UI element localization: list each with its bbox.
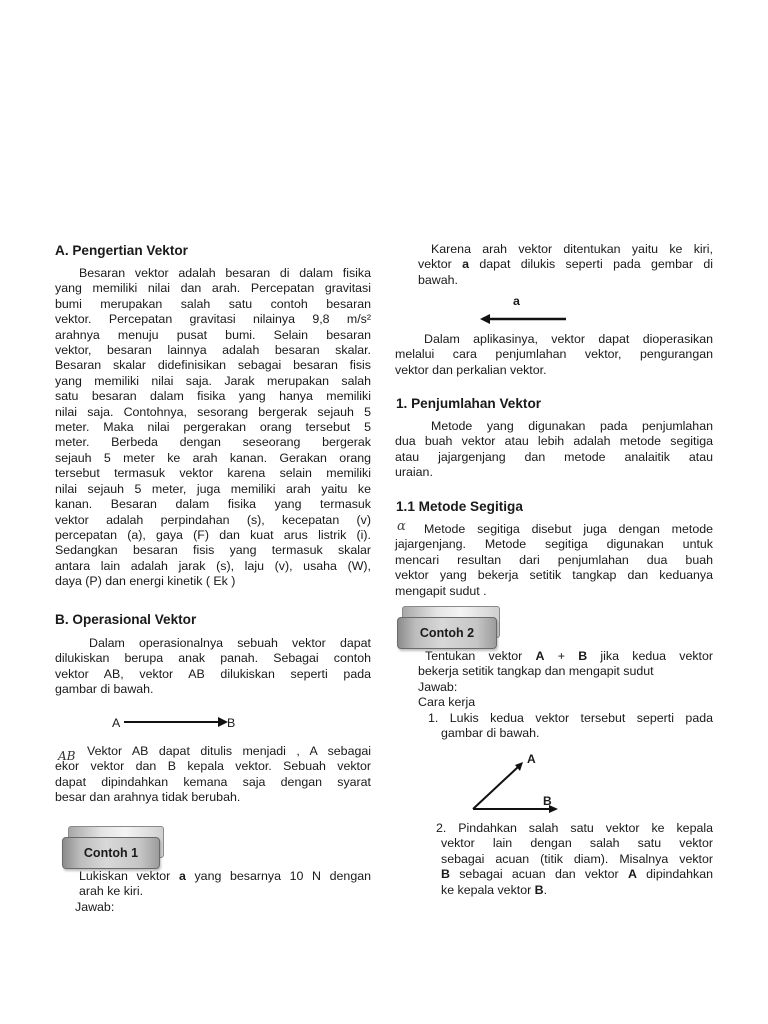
- text-line: Dalam aplikasinya, vektor dapat dioperasikan: [424, 332, 713, 346]
- vector-a-label: a: [513, 294, 520, 308]
- text-line: Dalam operasionalnya sebuah vektor dapat: [89, 636, 371, 650]
- text-line: tersebut termasuk vektor karena selain memiliki: [55, 466, 371, 481]
- vector-ab-symbol: AB: [58, 749, 76, 763]
- text-line: melalui cara penjumlahan vektor, pengurangan: [395, 347, 713, 362]
- text-line: dilukiskan berupa anak panah. Sebagai contoh: [55, 651, 371, 666]
- example-1-question: [79, 869, 371, 900]
- example-2-question: [418, 649, 713, 711]
- figure-vector-b-label: B: [543, 794, 552, 808]
- text-line: Metode yang digunakan pada penjumlahan: [431, 419, 713, 433]
- text-line: sebagai acuan (titik diam). Misalnya vektor: [441, 851, 713, 866]
- text-line: bumi merupakan salah satu contoh besaran: [55, 296, 371, 311]
- text-line: Cara kerja: [418, 695, 476, 710]
- section-b-para2: [55, 744, 371, 806]
- text-line: vektor. Percepatan gravitasi nilainya 9,8 m/s²: [55, 312, 371, 327]
- text-line: atau jajargenjang dan metode analaitik atau: [395, 449, 713, 464]
- text-line: Metode segitiga disebut juga dengan metode: [424, 522, 713, 536]
- right-para-1: [418, 242, 713, 288]
- text-line: ekor vektor dan B kepala vektor. Sebuah vektor: [55, 759, 371, 774]
- section-a-heading: A. Pengertian Vektor: [55, 243, 188, 258]
- text-line: uraian.: [395, 465, 433, 480]
- text-line: arah ke kiri.: [79, 884, 144, 899]
- text-line: gambar di bawah.: [441, 726, 540, 741]
- alpha-symbol: α: [397, 519, 406, 534]
- section-a-body: [55, 266, 371, 590]
- section-b-body: [55, 636, 371, 698]
- text-line: vektor adalah perpindahan (s), kecepatan (v): [55, 512, 371, 527]
- text-line: bekerja setitik tangkap dan mengapit sudut: [418, 664, 654, 679]
- text-line: dua buah vektor atau lebih adalah metode segitiga: [395, 434, 713, 449]
- text-line: dapat dipindahkan kemana saja dengan syarat: [55, 774, 371, 789]
- example-2-step-1: [428, 711, 713, 742]
- text-line: nilai sejauh 5 meter, juga memiliki arah yaitu ke: [55, 481, 371, 496]
- text-line: vektor dan perkalian vektor.: [395, 362, 547, 377]
- text-line: Jawab:: [418, 679, 458, 694]
- text-line: Lukiskan vektor a yang besarnya 10 N dengan: [79, 869, 371, 883]
- vector-a-arrow-left: [478, 311, 570, 327]
- vector-end-label: B: [227, 716, 236, 730]
- section-1-1-body: [395, 522, 713, 599]
- text-line: ke kepala vektor B.: [441, 882, 548, 897]
- text-line: yang memiliki nilai saja. Jarak merupakan salah: [55, 373, 371, 388]
- text-line: Besaran vektor adalah besaran di dalam fisika: [79, 266, 371, 280]
- example-2-step-2: [436, 821, 713, 898]
- text-line: vektor, besaran lainnya adalah besaran skalar.: [55, 343, 371, 358]
- text-line: 2. Pindahkan salah satu vektor ke kepala: [436, 821, 713, 835]
- text-line: bawah.: [418, 272, 458, 287]
- example-1-label: Contoh 1: [62, 837, 160, 869]
- text-line: arahnya menuju pusat bumi. Selain besaran: [55, 327, 371, 342]
- text-line: B sebagai acuan dan vektor A dipindahkan: [441, 867, 713, 882]
- vector-start-label: A: [112, 716, 121, 730]
- text-line: daya (P) dan energi kinetik ( Ek ): [55, 574, 236, 589]
- text-line: Karena arah vektor ditentukan yaitu ke kiri,: [431, 242, 713, 256]
- section-1-heading: 1. Penjumlahan Vektor: [396, 396, 542, 411]
- example-2-label: Contoh 2: [397, 617, 497, 649]
- vector-ab-arrow: [122, 714, 230, 730]
- text-line: 1. Lukis kedua vektor tersebut seperti pada: [428, 711, 713, 725]
- text-line: vektor a dapat dilukis seperti pada gembar di: [418, 257, 714, 272]
- text-line: mengapit sudut .: [395, 583, 487, 598]
- text-line: jajargenjang. Metode segitiga digunakan untuk: [395, 537, 713, 552]
- text-line: vektor lain dengan salah satu vektor: [441, 836, 713, 851]
- text-line: Sedangkan besaran fisis yang termasuk skalar: [55, 543, 371, 558]
- figure-vector-a-label: A: [527, 752, 536, 766]
- text-line: Tentukan vektor A + B jika kedua vektor: [425, 649, 714, 663]
- text-line: vektor yang bekerja setitik tangkap dan keduanya: [395, 568, 713, 583]
- section-1-1-heading: 1.1 Metode Segitiga: [396, 499, 523, 514]
- text-line: antara lain adalah jarak (s), laju (v), usaha (W),: [55, 558, 371, 573]
- example-2-badge: [397, 606, 503, 650]
- text-line: vektor AB, vektor AB dilukiskan seperti pada: [55, 666, 371, 681]
- text-line: Besaran skalar didefinisikan sebagai besaran fisis: [55, 358, 371, 373]
- text-line: satu besaran dalam fisika yang hanya memiliki: [55, 389, 371, 404]
- text-line: besar dan arahnya tidak berubah.: [55, 790, 241, 805]
- text-line: meter. Maka nilai pergerakan orang tersebut 5: [55, 420, 371, 435]
- text-line: kanan. Besaran dalam fisika yang termasuk: [55, 497, 371, 512]
- text-line: sejauh 5 meter ke arah kanan. Gerakan orang: [55, 450, 371, 465]
- section-b-heading: B. Operasional Vektor: [55, 612, 197, 627]
- right-para-2: [395, 332, 713, 378]
- text-line: meter. Berbeda dengan seseorang bergerak: [55, 435, 371, 450]
- text-line: gambar di bawah.: [55, 682, 154, 697]
- text-line: percepatan (a), gaya (F) dan kuat arus listrik (i).: [55, 527, 371, 542]
- text-line: mencari resultan dari penjumlahan dua buah: [395, 552, 713, 567]
- section-1-body: [395, 419, 713, 481]
- example-1-answer-label: Jawab:: [75, 900, 115, 914]
- text-line: nilai saja. Contohnya, sesorang bergerak sejauh 5: [55, 404, 371, 419]
- text-line: Vektor AB dapat ditulis menjadi , A sebagai: [87, 744, 371, 758]
- example-1-badge: [62, 826, 166, 870]
- text-line: yang memiliki nilai dan arah. Percepatan gravitasi: [55, 281, 371, 296]
